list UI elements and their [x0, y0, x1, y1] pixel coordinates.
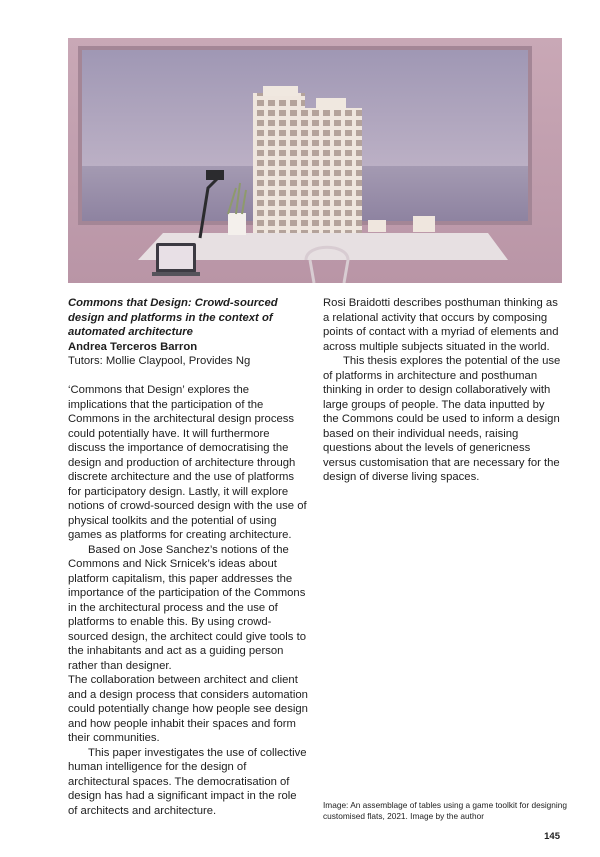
text-column-right: [323, 296, 563, 485]
article-tutors: Tutors: Mollie Claypool, Provides Ng: [68, 355, 251, 367]
article-author: Andrea Terceros Barron: [68, 340, 198, 353]
paragraph: This paper investigates the use of collective human intelligence for the design of architectural spaces. The democratisation of design has had a significant impact in the role of architects and architecture.: [68, 746, 307, 817]
paragraph: Rosi Braidotti describes posthuman thinking as a relational activity that occurs by composing points of contact with a myriad of elements and across multiple subjects situated in the world.: [323, 297, 559, 353]
image-caption: Image: An assemblage of tables using a game toolkit for designing customised flats, 2021. Image by the author: [323, 800, 567, 821]
article-title: Commons that Design: Crowd-sourced design and platforms in the context of automated architecture: [68, 297, 278, 338]
page-number: 145: [544, 831, 560, 842]
paragraph: ‘Commons that Design’ explores the implications that the participation of the Commons in the architectural design process could potentially have. It will furthermore discuss the importance of democratising the design and production of architecture through discrete architecture and the use of platforms for participatory design. Lastly, it will explore notions of crowd-sourced design with the use of physical toolkits and the potential of using games as platforms for creating architecture.: [68, 384, 307, 541]
text-column-left: [68, 296, 308, 818]
paragraph: This thesis explores the potential of the use of platforms in architecture and posthuman thinking in order to design collaboratively with large groups of people. The data inputted by the Commons could be used to inform a design based on their individual needs, raising questions about the levels of genericness versus customisation that are necessary for the design of diverse living spaces.: [323, 355, 561, 483]
paragraph: The collaboration between architect and client and a design process that considers automation could potentially change how people see design and how people inhabit their spaces and form their communities.: [68, 674, 308, 744]
hero-photo: [68, 38, 562, 283]
paragraph: Based on Jose Sanchez’s notions of the Commons and Nick Srnicek’s ideas about platform capitalism, this paper addresses the importance of the participation of the Commons in the architectural process and the use of platforms to enable this. By using crowd-sourced design, the architect could give tools to the inhabitants and act as a guiding person rather than designer.: [68, 543, 307, 672]
